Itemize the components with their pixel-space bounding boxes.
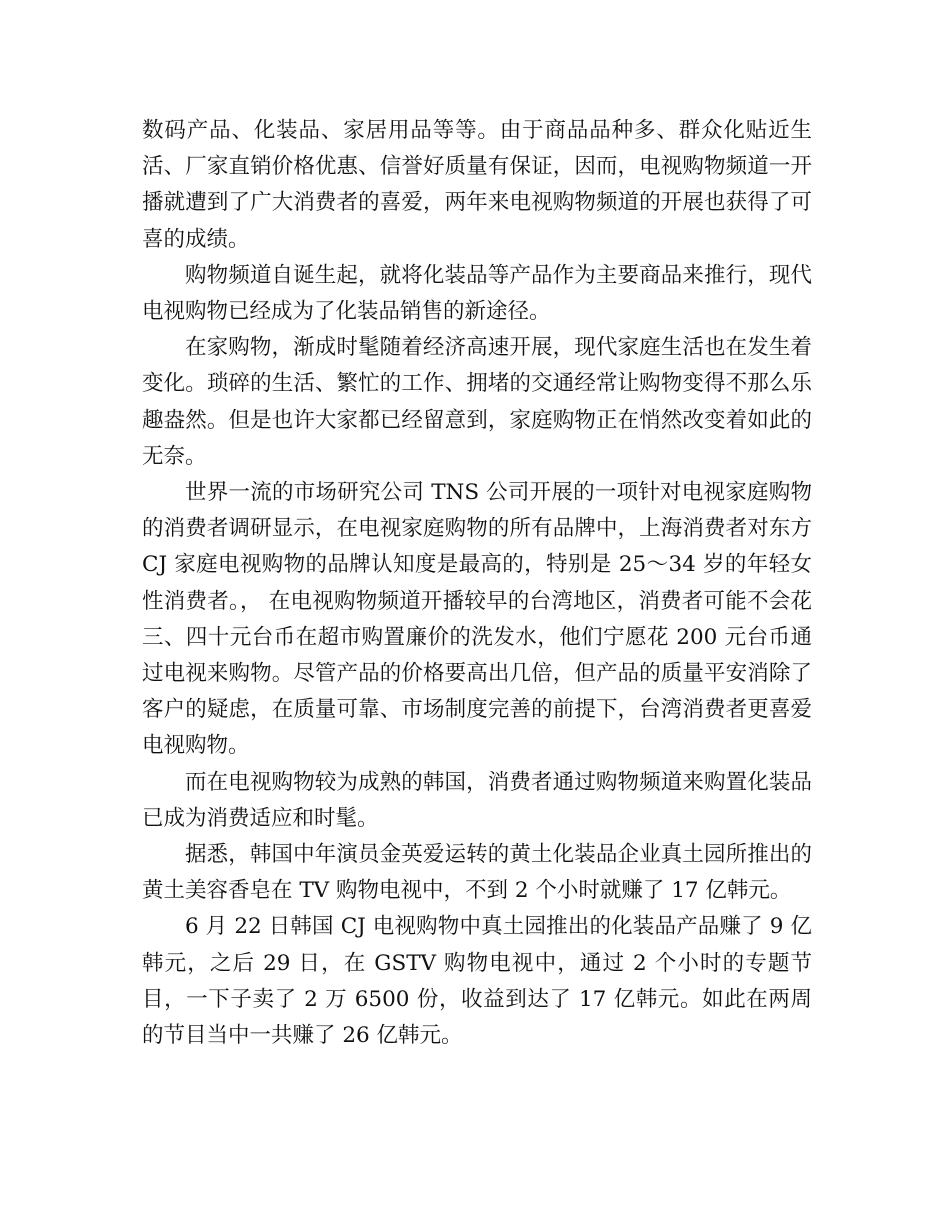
document-body [142,113,812,1054]
paragraph-6: 据悉，韩国中年演员金英爱运转的黄土化装品企业真土园所推出的黄土美容香皂在 TV 购物电视中，不到 2 个小时就赚了 17 亿韩元。 [142,842,812,904]
paragraph-7: 6 月 22 日韩国 CJ 电视购物中真土园推出的化装品产品赚了 9 亿韩元，之后 29 日，在 GSTV 购物电视中，通过 2 个小时的专题节目，一下子卖了 2 万 6500 份，收益到达了 17 亿韩元。如此在两周的节目当中一共赚了 26 亿韩元。 [142,914,812,1049]
paragraph-4: 世界一流的市场研究公司 TNS 公司开展的一项针对电视家庭购物的消费者调研显示，在电视家庭购物的所有品牌中，上海消费者对东方 CJ 家庭电视购物的品牌认知度是最高的，特别是 25～34 岁的年轻女性消费者。， 在电视购物频道开播较早的台湾地区，消费者可能不会花三、四十元台币在超市购置廉价的洗发水，他们宁愿花 200 元台币通过电视来购物。尽管产品的价格要高出几倍，但产品的质量平安消除了客户的疑虑，在质量可靠、市场制度完善的前提下，台湾消费者更喜爱电视购物。 [142,480,812,759]
paragraph-2: 购物频道自诞生起，就将化装品等产品作为主要商品来推行，现代电视购物已经成为了化装品销售的新途径。 [142,262,812,325]
paragraph-5: 而在电视购物较为成熟的韩国，消费者通过购物频道来购置化装品已成为消费适应和时髦。 [142,769,812,831]
paragraph-1: 数码产品、化装品、家居用品等等。由于商品品种多、群众化贴近生活、厂家直销价格优惠、信誉好质量有保证，因而，电视购物频道一开播就遭到了广大消费者的喜爱，两年来电视购物频道的开展也获得了可喜的成绩。 [142,118,812,252]
paragraph-3: 在家购物，渐成时髦随着经济高速开展，现代家庭生活也在发生着变化。琐碎的生活、繁忙的工作、拥堵的交通经常让购物变得不那么乐趣盎然。但是也许大家都已经留意到，家庭购物正在悄然改变着如此的无奈。 [142,335,812,469]
